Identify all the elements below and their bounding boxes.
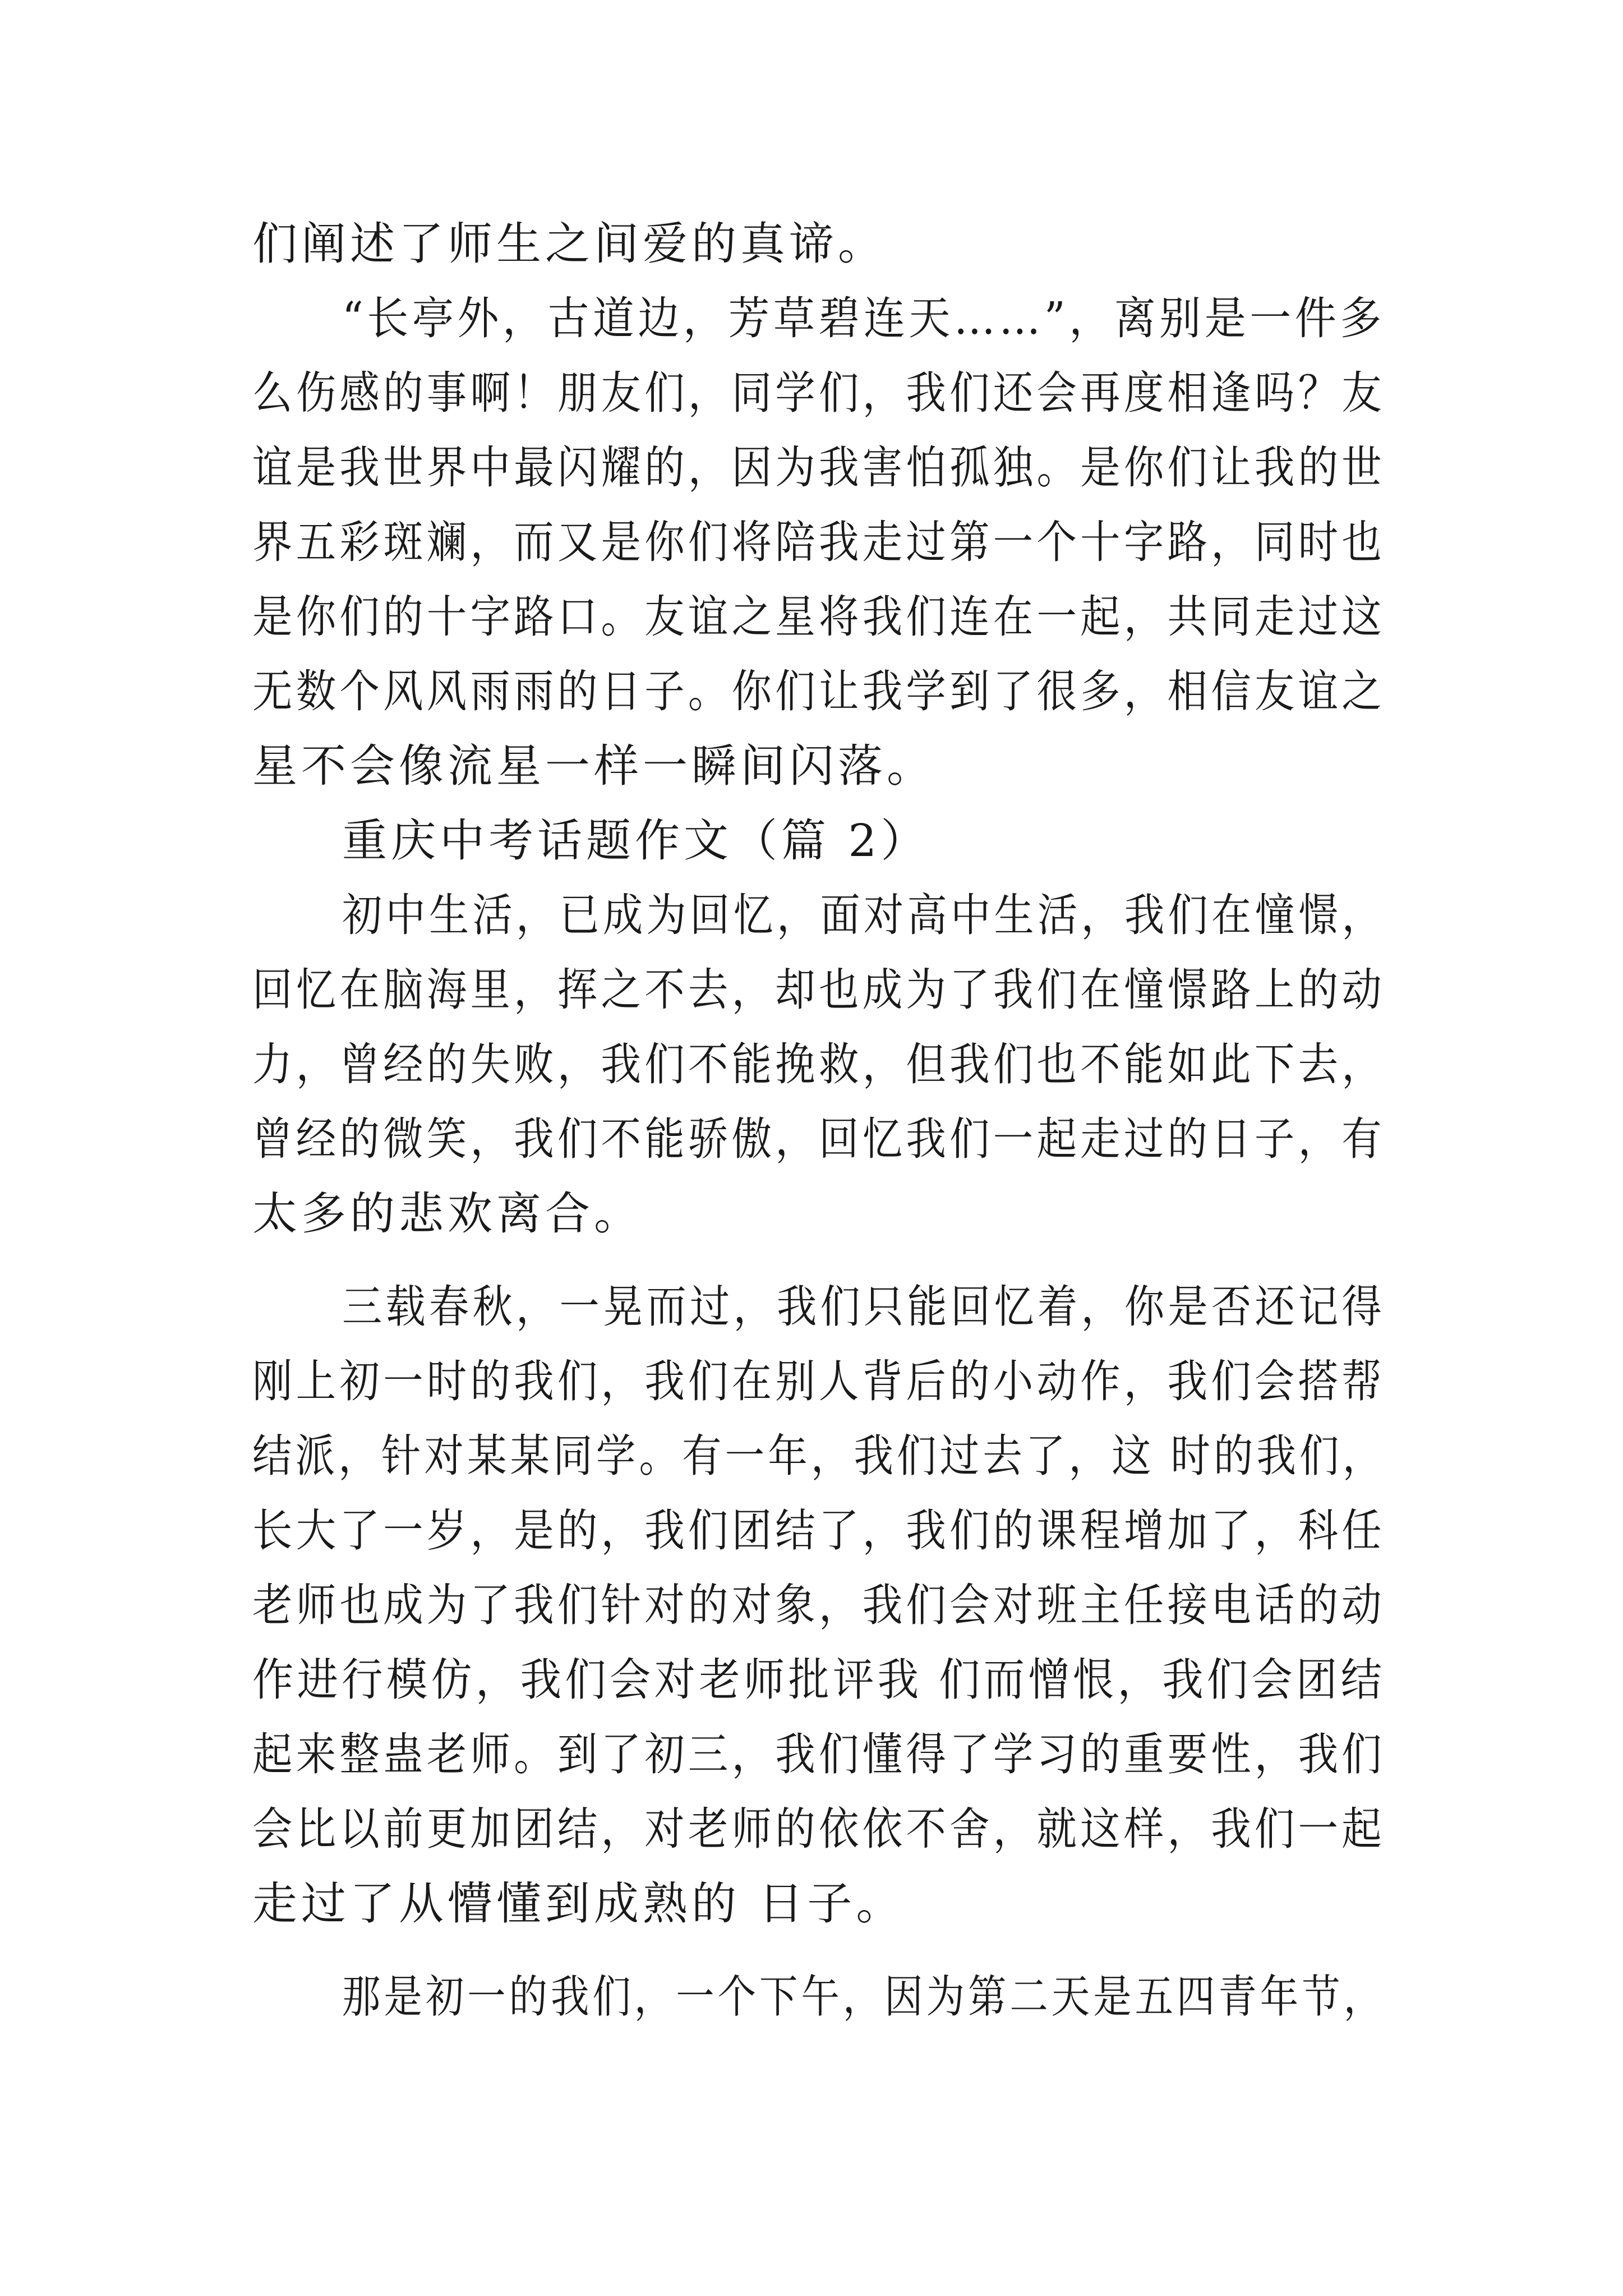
text-line: 刚上初一时的我们，我们在别人背后的小动作，我们会搭帮 (252, 1355, 1385, 1407)
text-line: 走过了从懵懂到成熟的 日子。 (252, 1878, 905, 1930)
text-line: 是你们的十字路口。友谊之星将我们连在一起，共同走过这 (252, 591, 1385, 643)
text-line: 作进行模仿，我们会对老师批评我 们而憎恨，我们会团结 (252, 1654, 1386, 1706)
text-line: 星不会像流星一样一瞬间闪落。 (252, 740, 935, 792)
text-line: 曾经的微笑，我们不能骄傲，回忆我们一起走过的日子，有 (252, 1113, 1385, 1165)
text-line: 们阐述了师生之间爱的真谛。 (252, 218, 887, 270)
text-line: 谊是我世界中最闪耀的，因为我害怕孤独。是你们让我的世 (252, 441, 1385, 494)
text-line: 太多的悲欢离合。 (252, 1188, 643, 1240)
text-line: 无数个风风雨雨的日子。你们让我学到了很多，相信友谊之 (252, 665, 1385, 717)
text-line: “长亭外，古道边，芳草碧连天……”，离别是一件多 (342, 292, 1385, 344)
text-line: 结派，针对某某同学。有一年，我们过去了，这 时的我们， (252, 1430, 1386, 1482)
text-line: 长大了一岁，是的，我们团结了，我们的课程增加了，科任 (252, 1504, 1385, 1557)
text-line: 三载春秋，一晃而过，我们只能回忆着，你是否还记得 (342, 1281, 1385, 1333)
text-line: 么伤感的事啊！朋友们，同学们，我们还会再度相逢吗？友 (252, 367, 1385, 419)
text-line: 老师也成为了我们针对的对象，我们会对班主任接电话的动 (252, 1579, 1385, 1631)
text-line: 回忆在脑海里，挥之不去，却也成为了我们在憧憬路上的动 (252, 964, 1385, 1016)
text-line: 力，曾经的失败，我们不能挽救，但我们也不能如此下去， (252, 1038, 1385, 1091)
text-line: 那是初一的我们，一个下午，因为第二天是五四青年节， (342, 1971, 1385, 2023)
text-line: 起来整蛊老师。到了初三，我们懂得了学习的重要性，我们 (252, 1728, 1385, 1780)
section-heading: 重庆中考话题作文（篇 2） (342, 815, 930, 867)
text-line: 界五彩斑斓，而又是你们将陪我走过第一个十字路，同时也 (252, 516, 1385, 568)
text-line: 初中生活，已成为回忆，面对高中生活，我们在憧憬， (342, 889, 1385, 941)
text-line: 会比以前更加团结，对老师的依依不舍，就这样，我们一起 (252, 1803, 1385, 1855)
